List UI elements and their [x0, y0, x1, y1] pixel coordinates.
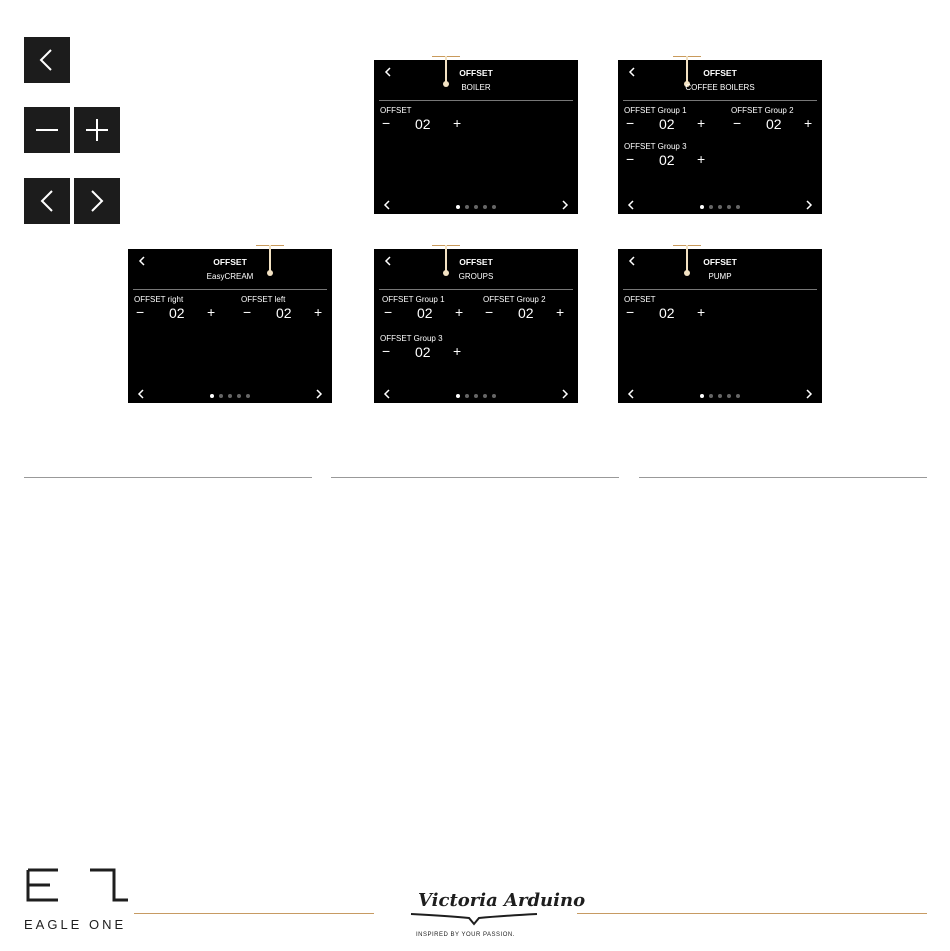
plus-button[interactable]: +: [455, 304, 464, 320]
page-dot: [736, 205, 740, 209]
offset-label: OFFSET left: [241, 295, 286, 304]
next-page-button[interactable]: [74, 178, 120, 224]
screen-offset-boiler: [374, 60, 578, 214]
chevron-right-icon[interactable]: [561, 200, 569, 210]
offset-label: OFFSET Group 1: [382, 295, 445, 304]
page-dot: [483, 205, 487, 209]
chevron-left-icon: [24, 37, 70, 83]
page-dot-active: [210, 394, 214, 398]
offset-label: OFFSET right: [134, 295, 184, 304]
minus-button[interactable]: −: [626, 151, 635, 167]
screen-title: OFFSET: [703, 68, 737, 78]
plus-button[interactable]: +: [697, 151, 706, 167]
screen-subtitle: BOILER: [461, 83, 491, 92]
page-dot: [246, 394, 250, 398]
page-indicator: [618, 394, 822, 398]
page-dot: [727, 394, 731, 398]
column-divider: [331, 477, 619, 478]
plus-button[interactable]: +: [556, 304, 565, 320]
offset-value: 02: [415, 116, 431, 132]
decrease-button[interactable]: [24, 107, 70, 153]
minus-button[interactable]: −: [243, 304, 252, 320]
divider: [623, 289, 817, 290]
offset-value: 02: [518, 305, 534, 321]
divider: [623, 100, 817, 101]
page-dot: [492, 394, 496, 398]
plus-button[interactable]: +: [697, 115, 706, 131]
footer-accent-line: [577, 913, 927, 914]
offset-label: OFFSET Group 3: [380, 334, 443, 343]
page-dot: [709, 394, 713, 398]
offset-label: OFFSET: [380, 106, 412, 115]
page-dot-active: [456, 205, 460, 209]
eagle-one-logo-icon: [24, 868, 134, 908]
divider: [379, 289, 573, 290]
page-dot: [709, 205, 713, 209]
minus-button[interactable]: −: [136, 304, 145, 320]
previous-page-button[interactable]: [24, 178, 70, 224]
plus-button[interactable]: +: [453, 343, 462, 359]
minus-button[interactable]: −: [485, 304, 494, 320]
offset-label: OFFSET Group 2: [731, 106, 794, 115]
offset-value: 02: [169, 305, 185, 321]
screen-subtitle: COFFEE BOILERS: [685, 83, 755, 92]
column-divider: [24, 477, 312, 478]
offset-label: OFFSET Group 3: [624, 142, 687, 151]
page-dot: [483, 394, 487, 398]
increase-button[interactable]: [74, 107, 120, 153]
screen-offset-easycream: [128, 249, 332, 403]
page-dot: [474, 205, 478, 209]
offset-value: 02: [415, 344, 431, 360]
brand-tagline: INSPIRED BY YOUR PASSION.: [416, 932, 515, 938]
screen-subtitle: PUMP: [708, 272, 732, 281]
page-dot: [219, 394, 223, 398]
eagle-one-wordmark: EAGLE ONE: [24, 917, 127, 932]
page-dot: [492, 205, 496, 209]
minus-button[interactable]: −: [382, 343, 391, 359]
minus-button[interactable]: −: [733, 115, 742, 131]
offset-label: OFFSET: [624, 295, 656, 304]
screen-offset-pump: [618, 249, 822, 403]
page-indicator: [618, 205, 822, 209]
screen-offset-coffee-boilers: [618, 60, 822, 214]
plus-button[interactable]: +: [207, 304, 216, 320]
plus-button[interactable]: +: [453, 115, 462, 131]
footer-accent-line: [134, 913, 374, 914]
back-button[interactable]: [24, 37, 70, 83]
screen-offset-groups: [374, 249, 578, 403]
page-dot-active: [456, 394, 460, 398]
minus-button[interactable]: −: [382, 115, 391, 131]
page-dot: [474, 394, 478, 398]
chevron-right-icon[interactable]: [805, 200, 813, 210]
chevron-right-icon: [74, 178, 120, 224]
minus-button[interactable]: −: [626, 304, 635, 320]
column-divider: [639, 477, 927, 478]
chevron-right-icon[interactable]: [315, 389, 323, 399]
divider: [133, 289, 327, 290]
offset-value: 02: [766, 116, 782, 132]
screen-title: OFFSET: [459, 257, 493, 267]
offset-value: 02: [659, 152, 675, 168]
offset-value: 02: [659, 116, 675, 132]
page-dot-active: [700, 205, 704, 209]
screen-subtitle: GROUPS: [458, 272, 494, 281]
page-dot: [718, 205, 722, 209]
victoria-arduino-logo: Victoria Arduino: [418, 890, 586, 911]
page-dot: [237, 394, 241, 398]
page-dot: [718, 394, 722, 398]
page-indicator: [128, 394, 332, 398]
page-dot: [727, 205, 731, 209]
screen-title: OFFSET: [213, 257, 247, 267]
page-indicator: [374, 394, 578, 398]
minus-button[interactable]: −: [626, 115, 635, 131]
offset-label: OFFSET Group 2: [483, 295, 546, 304]
page-dot-active: [700, 394, 704, 398]
screen-subtitle: EasyCREAM: [206, 272, 254, 281]
page-dot: [465, 394, 469, 398]
plus-button[interactable]: +: [314, 304, 323, 320]
chevron-right-icon[interactable]: [805, 389, 813, 399]
page-indicator: [374, 205, 578, 209]
plus-button[interactable]: +: [804, 115, 813, 131]
plus-button[interactable]: +: [697, 304, 706, 320]
divider: [379, 100, 573, 101]
screen-title: OFFSET: [703, 257, 737, 267]
offset-label: OFFSET Group 1: [624, 106, 687, 115]
offset-value: 02: [417, 305, 433, 321]
victoria-arduino-swoosh-icon: [409, 912, 539, 926]
minus-icon: [24, 107, 70, 153]
plus-icon: [74, 107, 120, 153]
chevron-left-icon: [24, 178, 70, 224]
offset-value: 02: [276, 305, 292, 321]
offset-value: 02: [659, 305, 675, 321]
chevron-right-icon[interactable]: [561, 389, 569, 399]
screen-title: OFFSET: [459, 68, 493, 78]
page-dot: [736, 394, 740, 398]
minus-button[interactable]: −: [384, 304, 393, 320]
page-dot: [465, 205, 469, 209]
page-dot: [228, 394, 232, 398]
